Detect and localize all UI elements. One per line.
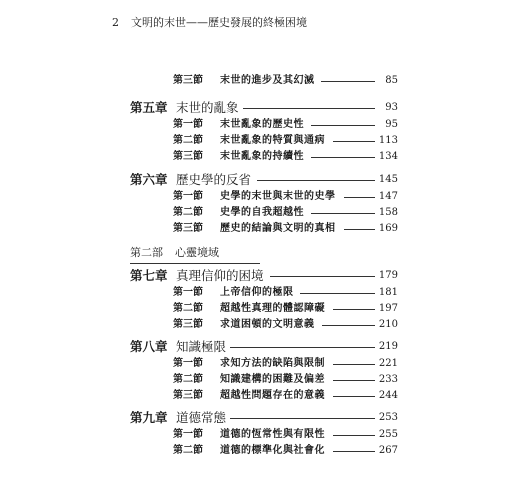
leader-line bbox=[270, 276, 375, 277]
page-number: 255 bbox=[378, 429, 398, 440]
toc-section bbox=[0, 372, 520, 388]
section-number: 第一節 bbox=[173, 191, 203, 202]
toc-section bbox=[0, 427, 520, 443]
leader-line bbox=[322, 325, 375, 326]
section-title: 超越性真理的體認障礙 bbox=[220, 303, 325, 314]
chapter-number: 第六章 bbox=[130, 172, 168, 187]
leader-line bbox=[300, 293, 375, 294]
section-title: 末世亂象的歷史性 bbox=[220, 119, 304, 130]
leader-line bbox=[230, 347, 375, 348]
leader-line bbox=[333, 435, 375, 436]
section-number: 第二節 bbox=[173, 303, 203, 314]
toc-section bbox=[0, 149, 520, 165]
page-number: 85 bbox=[385, 75, 398, 86]
toc-section bbox=[0, 221, 520, 237]
toc-section bbox=[0, 189, 520, 205]
page-number: 233 bbox=[378, 374, 398, 385]
section-number: 第一節 bbox=[173, 358, 203, 369]
chapter-title: 知識極限 bbox=[176, 339, 227, 354]
leader-line bbox=[230, 418, 375, 419]
section-number: 第一節 bbox=[173, 287, 203, 298]
chapter-title: 真理信仰的困境 bbox=[176, 268, 264, 283]
toc-section bbox=[0, 285, 520, 301]
section-title: 史學的末世與末世的史學 bbox=[220, 191, 336, 202]
section-title: 史學的自我超越性 bbox=[220, 207, 304, 218]
chapter-number: 第九章 bbox=[130, 410, 168, 425]
chapter-number: 第五章 bbox=[130, 100, 168, 115]
toc-chapter bbox=[0, 172, 520, 188]
page-number: 179 bbox=[378, 270, 398, 281]
toc-chapter bbox=[0, 410, 520, 426]
page-number: 221 bbox=[378, 358, 398, 369]
leader-line bbox=[344, 229, 375, 230]
toc-section bbox=[0, 73, 520, 89]
chapter-title: 歷史學的反省 bbox=[176, 172, 252, 187]
part-underline bbox=[130, 263, 260, 264]
toc-section bbox=[0, 205, 520, 221]
toc-section bbox=[0, 388, 520, 404]
toc-chapter bbox=[0, 339, 520, 355]
leader-line bbox=[333, 380, 375, 381]
page-number: 210 bbox=[378, 319, 398, 330]
chapter-title: 末世的亂象 bbox=[176, 100, 239, 115]
leader-line bbox=[311, 213, 375, 214]
chapter-title: 道德常態 bbox=[176, 410, 227, 425]
section-title: 超越性問題存在的意義 bbox=[220, 390, 325, 401]
leader-line bbox=[257, 180, 375, 181]
section-title: 末世亂象的持續性 bbox=[220, 151, 304, 162]
leader-line bbox=[333, 309, 375, 310]
section-title: 求知方法的缺陷與限制 bbox=[220, 358, 325, 369]
leader-line bbox=[333, 396, 375, 397]
section-title: 求道困頓的文明意義 bbox=[220, 319, 315, 330]
toc-chapter bbox=[0, 100, 520, 116]
toc-section bbox=[0, 317, 520, 333]
section-number: 第二節 bbox=[173, 374, 203, 385]
page-number: 244 bbox=[378, 390, 398, 401]
section-title: 歷史的結論與文明的真相 bbox=[220, 223, 336, 234]
section-number: 第三節 bbox=[173, 390, 203, 401]
section-number: 第一節 bbox=[173, 119, 203, 130]
section-number: 第二節 bbox=[173, 445, 203, 456]
page-number: 169 bbox=[378, 223, 398, 234]
leader-line bbox=[321, 81, 375, 82]
header-book-title: 文明的末世——歷史發展的終極困境 bbox=[131, 16, 307, 29]
leader-line bbox=[311, 157, 375, 158]
section-title: 知識建構的困難及偏差 bbox=[220, 374, 325, 385]
toc-part-heading bbox=[130, 244, 219, 262]
section-number: 第三節 bbox=[173, 319, 203, 330]
page-number: 113 bbox=[378, 135, 398, 146]
part-number: 第二部 bbox=[130, 246, 163, 259]
section-title: 道德的恆常性與有限性 bbox=[220, 429, 325, 440]
section-number: 第三節 bbox=[173, 151, 203, 162]
toc-section bbox=[0, 117, 520, 133]
section-number: 第二節 bbox=[173, 207, 203, 218]
toc-section bbox=[0, 356, 520, 372]
running-header bbox=[112, 14, 307, 30]
page-number: 134 bbox=[378, 151, 398, 162]
leader-line bbox=[344, 197, 375, 198]
leader-line bbox=[243, 108, 375, 109]
toc-section bbox=[0, 443, 520, 459]
page-number: 145 bbox=[378, 174, 398, 185]
section-number: 第二節 bbox=[173, 135, 203, 146]
chapter-number: 第八章 bbox=[130, 339, 168, 354]
chapter-number: 第七章 bbox=[130, 268, 168, 283]
leader-line bbox=[333, 141, 375, 142]
toc-section bbox=[0, 133, 520, 149]
part-title: 心靈境域 bbox=[175, 246, 219, 259]
leader-line bbox=[333, 364, 375, 365]
leader-line bbox=[311, 125, 375, 126]
section-number: 第一節 bbox=[173, 429, 203, 440]
header-page-number: 2 bbox=[112, 16, 119, 29]
section-number: 第三節 bbox=[173, 223, 203, 234]
page-number: 267 bbox=[378, 445, 398, 456]
page-number: 95 bbox=[385, 119, 398, 130]
page-number: 197 bbox=[378, 303, 398, 314]
page-number: 93 bbox=[385, 102, 398, 113]
section-title: 末世的進步及其幻滅 bbox=[220, 75, 315, 86]
page-number: 253 bbox=[378, 412, 398, 423]
section-title: 道德的標準化與社會化 bbox=[220, 445, 325, 456]
section-title: 上帝信仰的極限 bbox=[220, 287, 294, 298]
page-number: 147 bbox=[378, 191, 398, 202]
toc-section bbox=[0, 301, 520, 317]
leader-line bbox=[333, 451, 375, 452]
page-number: 181 bbox=[378, 287, 398, 298]
section-number: 第三節 bbox=[173, 75, 203, 86]
toc-chapter bbox=[0, 268, 520, 284]
page-number: 219 bbox=[378, 341, 398, 352]
page-number: 158 bbox=[378, 207, 398, 218]
section-title: 末世亂象的特質與通病 bbox=[220, 135, 325, 146]
